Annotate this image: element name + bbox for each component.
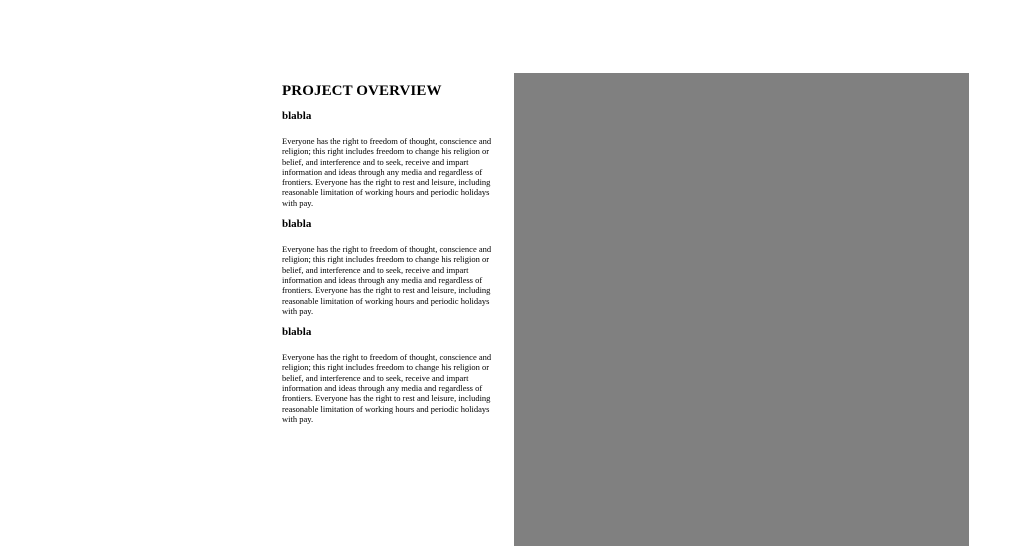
section-text: Everyone has the right to freedom of thought, conscience and religion; this right includes freedom to change his religion or belief, and interference and to seek, receive and impart information and ideas through any media and regardless of frontiers. Everyone has the right to rest and leisure, including reasonable limitation of working hours and periodic holidays with pay.	[282, 136, 492, 208]
overview-section-3	[282, 326, 504, 424]
section-heading: blabla	[282, 218, 312, 231]
section-heading: blabla	[282, 326, 312, 339]
section-text: Everyone has the right to freedom of thought, conscience and religion; this right includes freedom to change his religion or belief, and interference and to seek, receive and impart information and ideas through any media and regardless of frontiers. Everyone has the right to rest and leisure, including reasonable limitation of working hours and periodic holidays with pay.	[282, 352, 492, 424]
page-title: PROJECT OVERVIEW	[282, 83, 442, 99]
section-text: Everyone has the right to freedom of thought, conscience and religion; this right includes freedom to change his religion or belief, and interference and to seek, receive and impart information and ideas through any media and regardless of frontiers. Everyone has the right to rest and leisure, including reasonable limitation of working hours and periodic holidays with pay.	[282, 244, 492, 316]
project-overview-content	[282, 82, 504, 424]
overview-section-1	[282, 110, 504, 208]
overview-section-2	[282, 218, 504, 316]
section-heading: blabla	[282, 110, 312, 122]
image-placeholder	[514, 73, 969, 546]
